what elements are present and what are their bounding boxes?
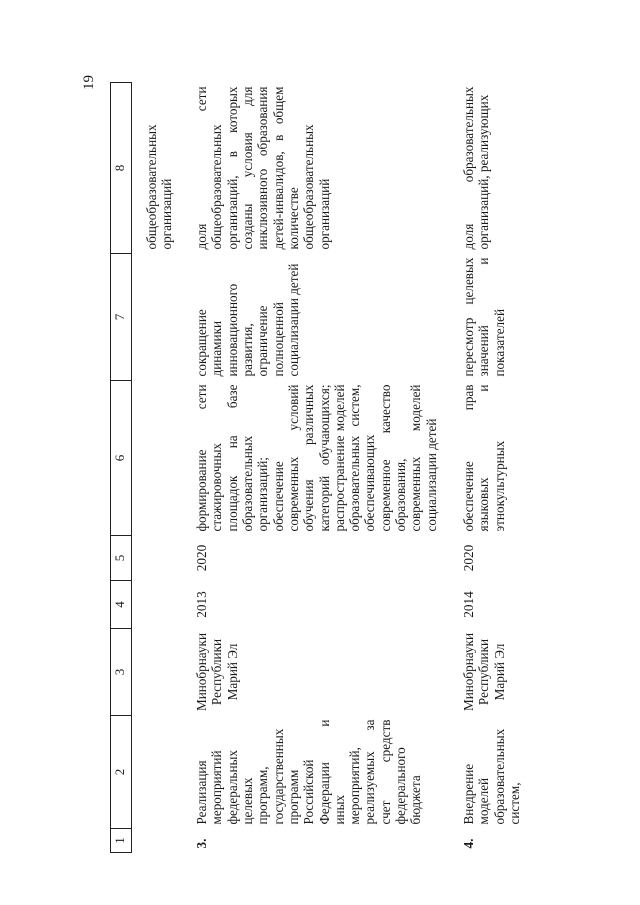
activity-cell: Внедрение моделей образовательных систем,	[461, 728, 522, 825]
executor-cell: Минобрнауки Республики Марий Эл	[461, 632, 507, 712]
column-header-row	[111, 83, 132, 853]
activity-cell: Реализация мероприятий федеральных целевых программ, государственных программ Российской Федерации и иных мероприятий, реализуемых за счет средств федерального бюджета	[194, 719, 424, 825]
row-number: 4.	[461, 838, 476, 849]
column-header: 7	[111, 254, 132, 381]
consequences-cell: пересмотр целевых значений и показателей	[461, 257, 507, 377]
table-row	[192, 83, 441, 853]
row-number: 3.	[194, 838, 209, 849]
result-cell: формирование сети стажировочных площадок на базе образовательных организаций; обеспечение современных условий обучения различных категорий обучающихся; распространение моделей образовательных систем, обеспечивающих современное качество образования, современных моделей социализации детей	[194, 384, 439, 532]
page-number: 19	[81, 75, 97, 90]
column-header: 1	[111, 829, 132, 853]
start-year-cell: 2014	[461, 591, 476, 618]
executor-cell: Минобрнауки Республики Марий Эл	[194, 632, 240, 712]
column-header: 6	[111, 381, 132, 536]
column-header: 2	[111, 716, 132, 829]
column-header: 3	[111, 629, 132, 716]
end-year-cell: 2020	[461, 544, 476, 572]
table-row	[459, 83, 524, 853]
start-year-cell: 2013	[194, 591, 209, 618]
consequences-cell: сокращение динамики инновационного развития, ограничение полноценной социализации детей	[194, 263, 301, 377]
result-cell: обеспечение прав языковых и этнокультурных	[461, 384, 507, 532]
indicator-cell: доля сети общеобразовательных организаций, в которых созданы условия для инклюзивного образования детей-инвалидов, в общем количестве общеобразовательных организаций	[194, 86, 332, 250]
rotated-page	[110, 83, 590, 853]
column-header: 8	[111, 83, 132, 254]
end-year-cell: 2020	[194, 544, 209, 572]
continuation-row	[142, 83, 192, 853]
indicator-cell: доля образовательных организаций, реализующих	[461, 86, 492, 250]
continuation-text: общеобразовательных организаций	[144, 124, 175, 250]
column-header: 4	[111, 581, 132, 629]
column-header: 5	[111, 536, 132, 581]
measures-table	[110, 82, 524, 853]
